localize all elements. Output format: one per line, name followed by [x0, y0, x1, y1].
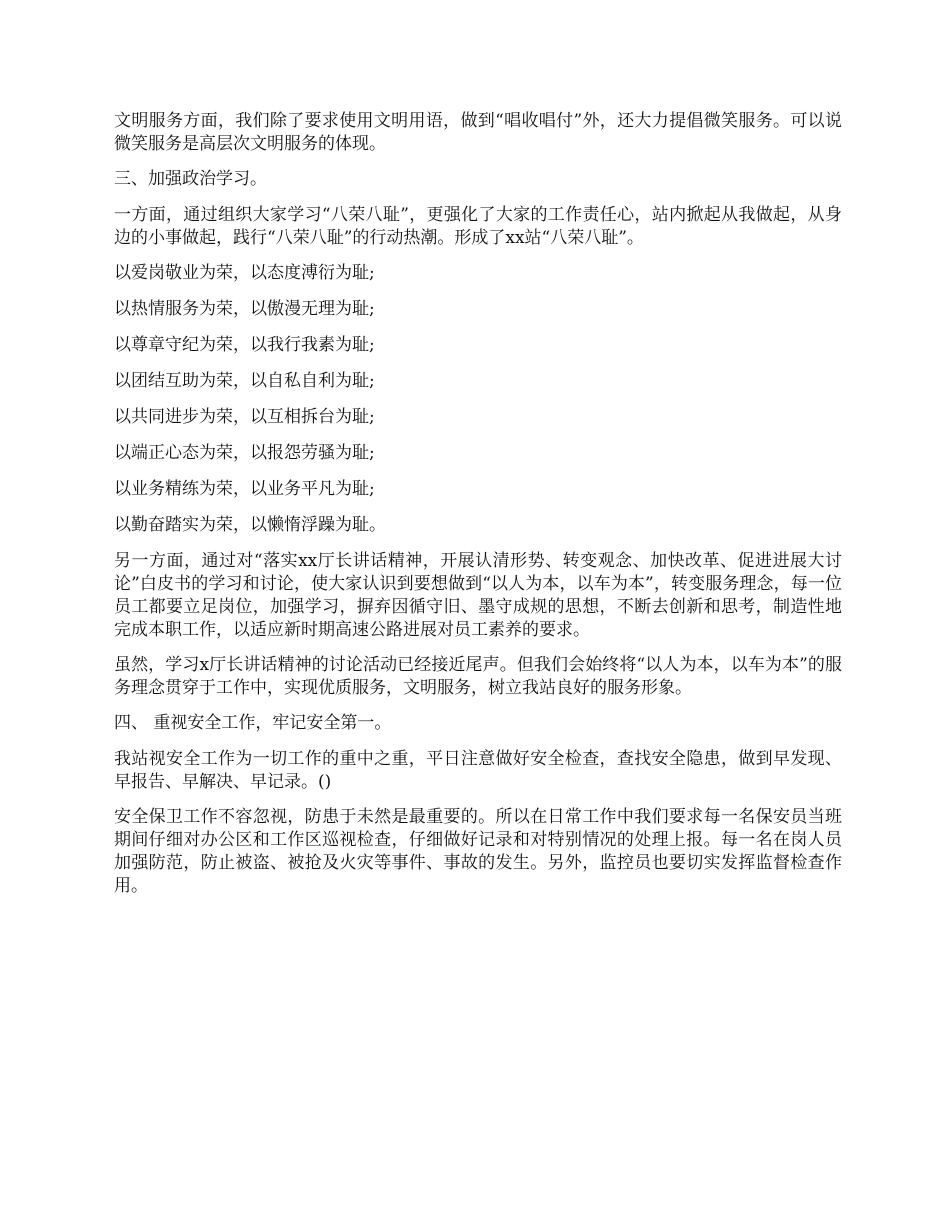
honor-item-8: 以勤奋踏实为荣，以懒惰浮躁为耻。 [114, 515, 386, 535]
honor-item-2: 以热情服务为荣，以傲漫无理为耻; [114, 299, 375, 319]
honor-item-1: 以爱岗敬业为荣，以态度溥衍为耻; [114, 263, 375, 283]
document-page [114, 110, 842, 910]
honor-item-4: 以团结互助为荣，以自私自利为耻; [114, 371, 375, 391]
honor-item-3: 以尊章守纪为荣，以我行我素为耻; [114, 335, 375, 355]
honor-item-6: 以端正心态为荣，以报怨劳骚为耻; [114, 443, 375, 463]
section-heading-political-study: 三、加强政治学习。 [114, 169, 267, 189]
paragraph-eight-honors-intro: 一方面，通过组织大家学习“八荣八耻”，更强化了大家的工作责任心，站内掀起从我做起，从身边的小事做起，践行“八荣八耻”的行动热潮。形成了xx站“八荣八耻”。 [114, 205, 842, 248]
section-heading-safety: 四、 重视安全工作，牢记安全第一。 [114, 713, 392, 733]
paragraph-civil-service: 文明服务方面，我们除了要求使用文明用语，做到“唱收唱付”外，还大力提倡微笑服务。可以说微笑服务是高层次文明服务的体现。 [114, 111, 842, 154]
paragraph-learning-nearing-end: 虽然，学习x厅长讲话精神的讨论活动已经接近尾声。但我们会始终将“以人为本，以车为本”的服务理念贯穿于工作中，实现优质服务，文明服务，树立我站良好的服务形象。 [114, 655, 842, 698]
paragraph-security-guard: 安全保卫工作不容忽视，防患于未然是最重要的。所以在日常工作中我们要求每一名保安员当班期间仔细对办公区和工作区巡视检查，仔细做好记录和对特别情况的处理上报。每一名在岗人员加强防范，防止被盗、被抢及火灾等事件、事故的发生。另外，监控员也要切实发挥监督检查作用。 [114, 807, 842, 896]
paragraph-safety-inspection: 我站视安全工作为一切工作的重中之重，平日注意做好安全检查，查找安全隐患，做到早发现、早报告、早解决、早记录。() [114, 749, 842, 792]
honor-item-7: 以业务精练为荣，以业务平凡为耻; [114, 479, 375, 499]
paragraph-other-aspect: 另一方面，通过对“落实xx厅长讲话精神，开展认清形势、转变观念、加快改革、促进进展大讨论”白皮书的学习和讨论，使大家认识到要想做到“以人为本，以车为本”，转变服务理念，每一位员工都要立足岗位，加强学习，摒弃因循守旧、墨守成规的思想，不断去创新和思考，制造性地完成本职工作，以适应新时期高速公路进展对员工素养的要求。 [114, 551, 842, 640]
honor-item-5: 以共同进步为荣，以互相拆台为耻; [114, 407, 375, 427]
